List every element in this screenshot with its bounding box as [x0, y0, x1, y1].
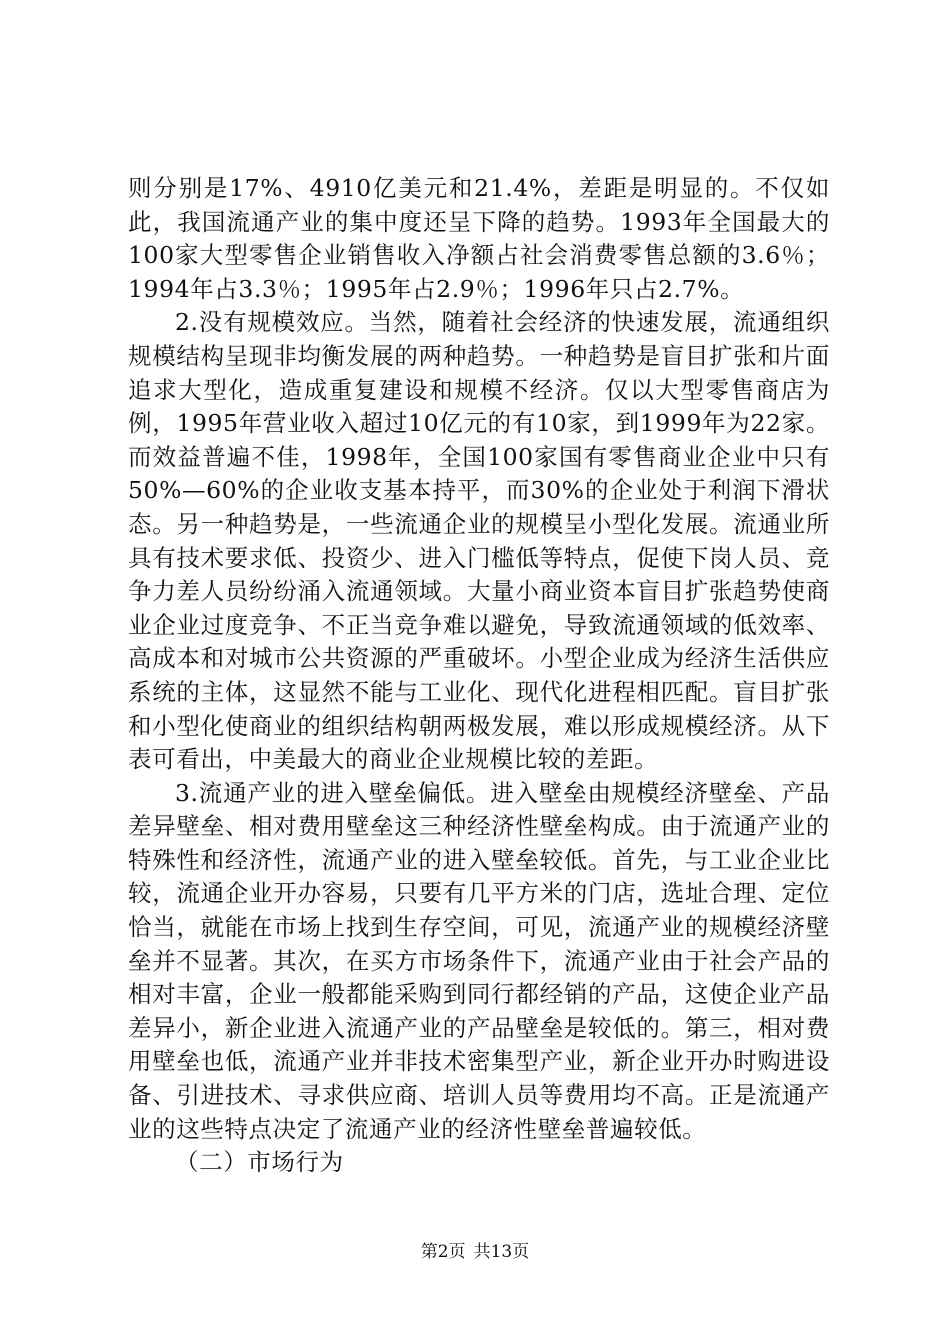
- page-total: 共13页: [473, 1242, 530, 1262]
- paragraph-continuation: 则分别是17%、4910亿美元和21.4%，差距是明显的。不仅如此，我国流通产业的集中度还呈下降的趋势。1993年全国最大的100家大型零售企业销售收入净额占社会消费零售总额的3.6％；1994年占3.3％；1995年占2.9％；1996年只占2.7%。: [128, 174, 830, 303]
- paragraph-entry-barrier: 3.流通产业的进入壁垒偏低。进入壁垒由规模经济壁垒、产品差异壁垒、相对费用壁垒这三种经济性壁垒构成。由于流通产业的特殊性和经济性，流通产业的进入壁垒较低。首先，与工业企业比较，流通企业开办容易，只要有几平方米的门店，选址合理、定位恰当，就能在市场上找到生存空间，可见，流通产业的规模经济壁垒并不显著。其次，在买方市场条件下，流通产业由于社会产品的相对丰富，企业一般都能采购到同行都经销的产品，这使企业产品差异小，新企业进入流通产业的产品壁垒是较低的。第三，相对费用壁垒也低，流通产业并非技术密集型产业，新企业开办时购进设备、引进技术、寻求供应商、培训人员等费用均不高。正是流通产业的这些特点决定了流通产业的经济性壁垒普遍较低。: [128, 778, 830, 1143]
- paragraph-scale-effect: 2.没有规模效应。当然，随着社会经济的快速发展，流通组织规模结构呈现非均衡发展的两种趋势。一种趋势是盲目扩张和片面追求大型化，造成重复建设和规模不经济。仅以大型零售商店为例，1995年营业收入超过10亿元的有10家，到1999年为22家。而效益普遍不佳，1998年，全国100家国有零售商业企业中只有50%—60%的企业收支基本持平，而30%的企业处于利润下滑状态。另一种趋势是，一些流通企业的规模呈小型化发展。流通业所具有技术要求低、投资少、进入门槛低等特点，促使下岗人员、竞争力差人员纷纷涌入流通领域。大量小商业资本盲目扩张趋势使商业企业过度竞争、不正当竞争难以避免，导致流通领域的低效率、高成本和对城市公共资源的严重破坏。小型企业成为经济生活供应系统的主体，这显然不能与工业化、现代化进程相匹配。盲目扩张和小型化使商业的组织结构朝两极发展，难以形成规模经济。从下表可看出，中美最大的商业企业规模比较的差距。: [128, 308, 830, 774]
- document-body: [128, 172, 830, 1180]
- section-heading: （二）市场行为: [175, 1148, 344, 1177]
- page-footer: [0, 1240, 950, 1264]
- page-number: 第2页: [420, 1242, 466, 1262]
